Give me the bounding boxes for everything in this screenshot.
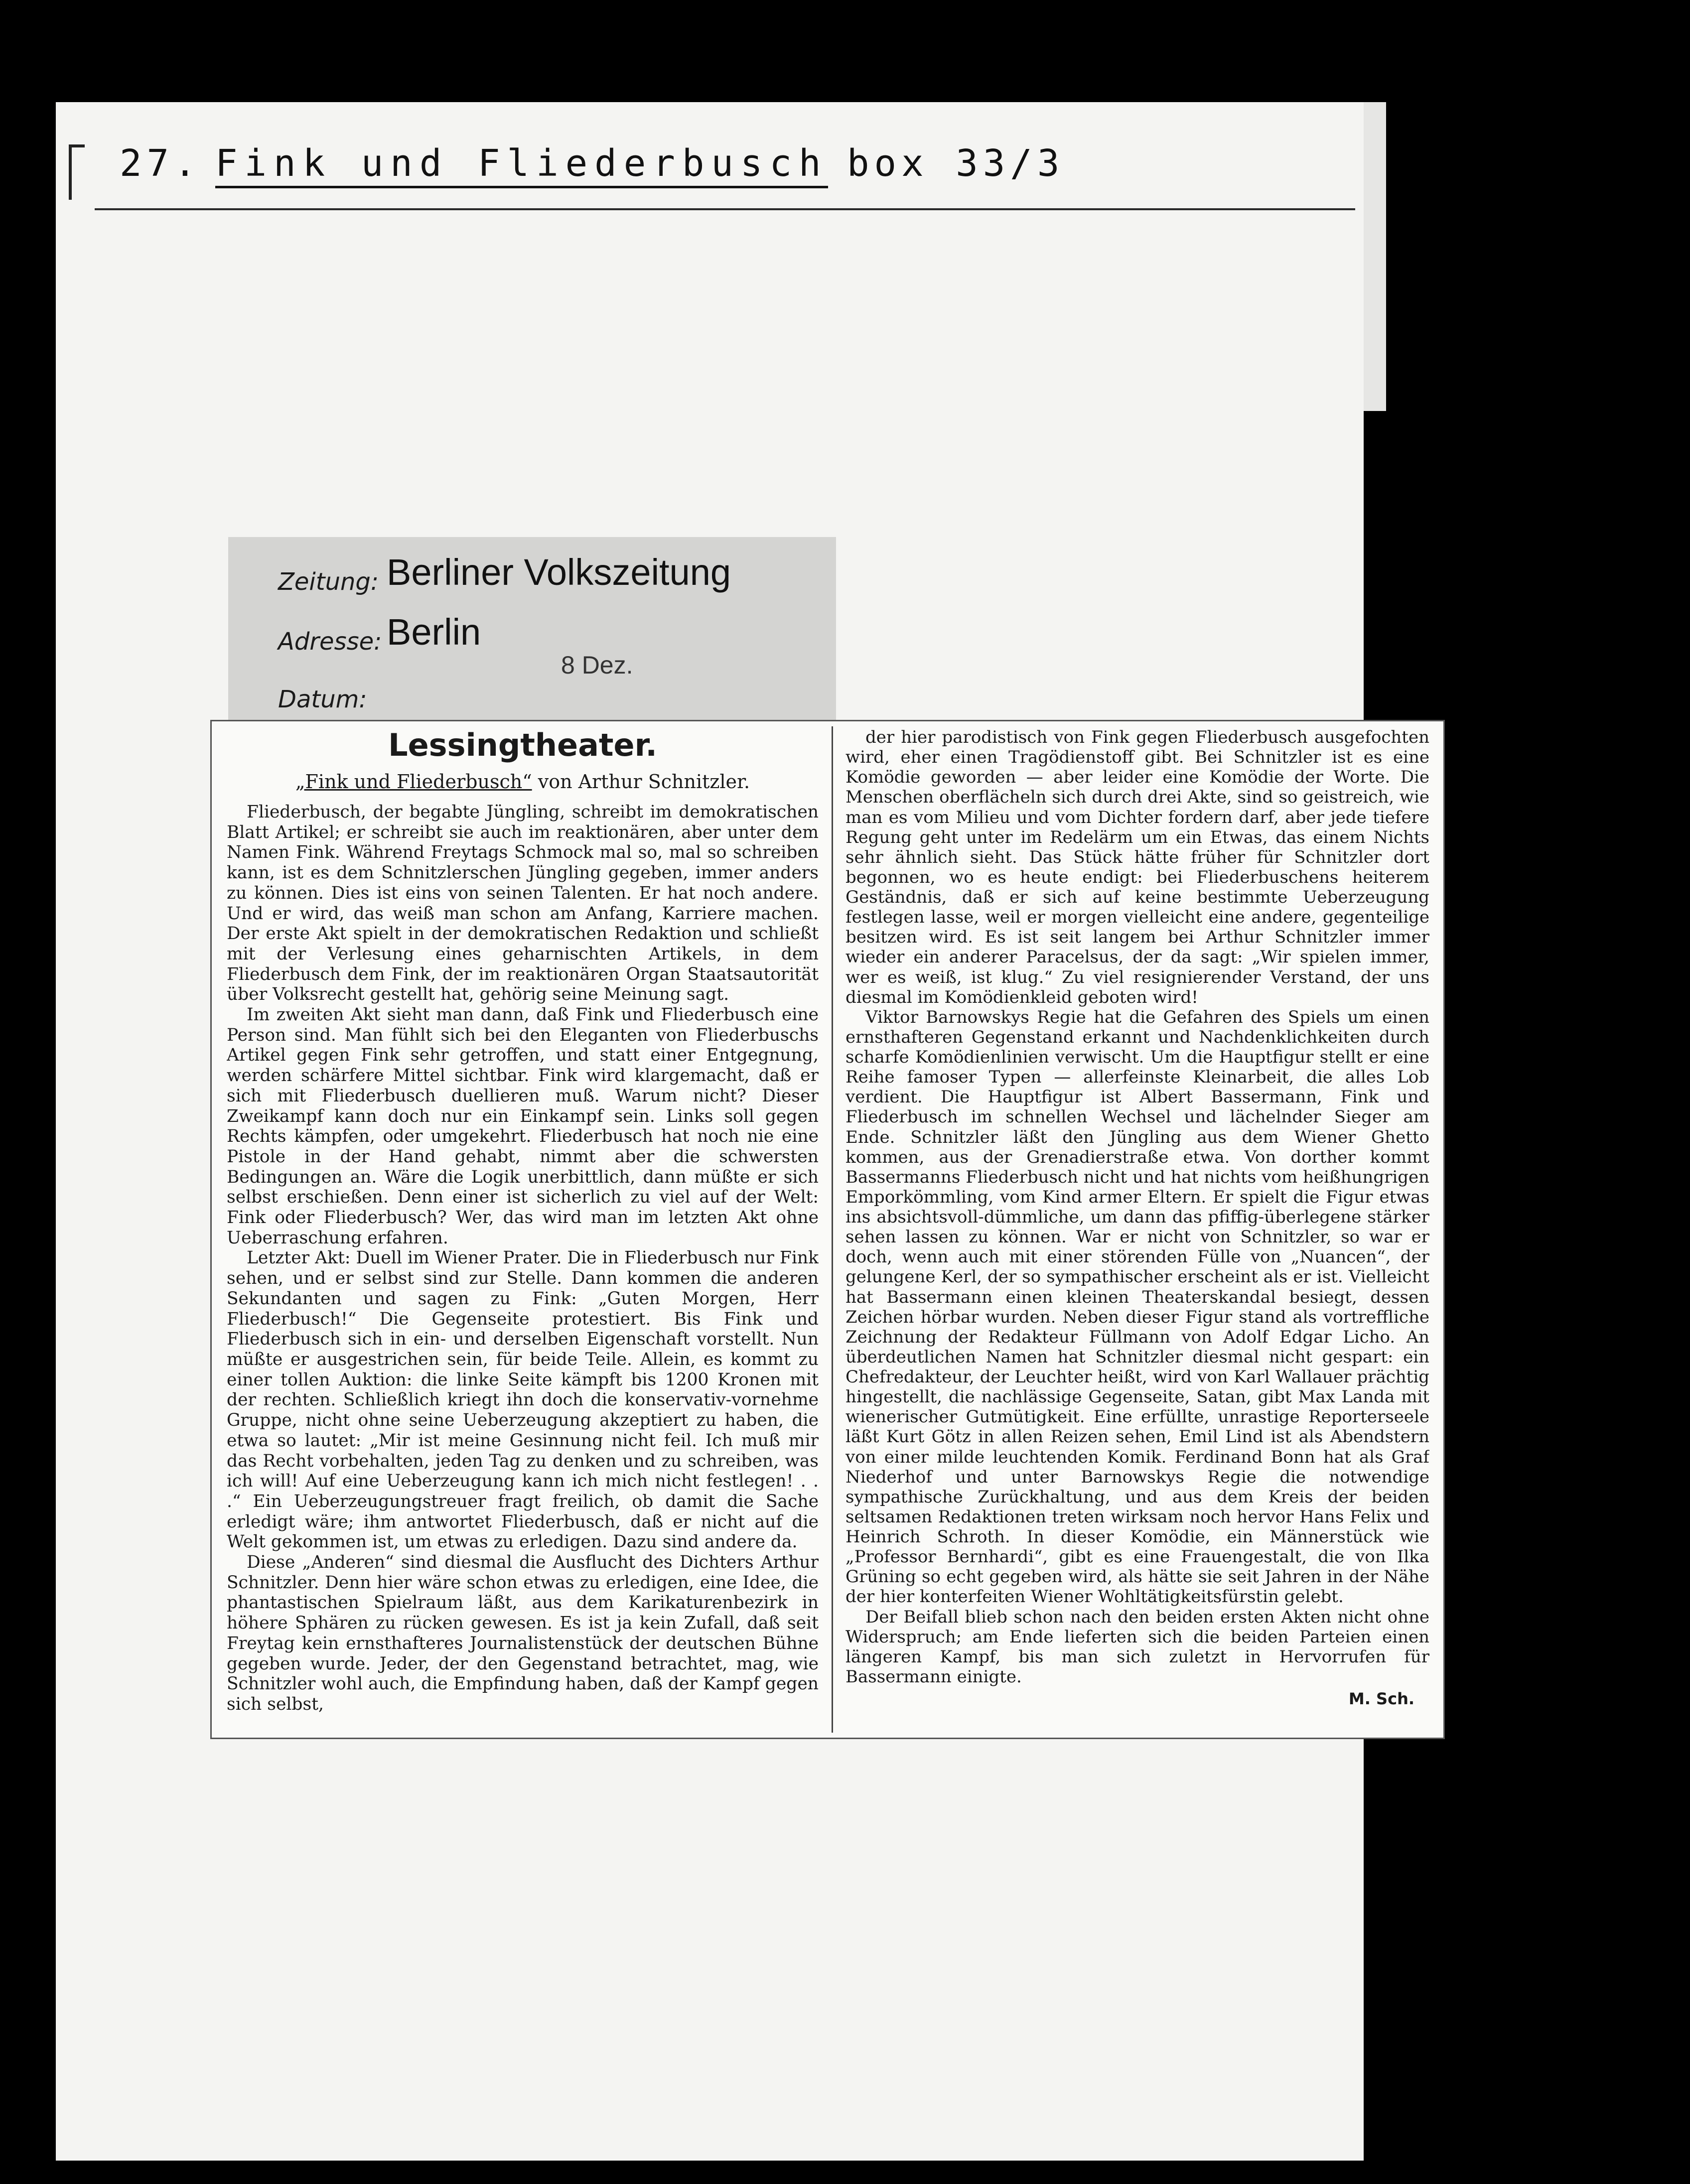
folder-number: 27.	[120, 142, 201, 185]
paragraph: Diese „Anderen“ sind diesmal die Ausflucht des Dichters Arthur Schnitzler. Denn hier wäre schon etwas zu erledigen, eine Idee, die phantastischen Spielraum läßt, aus dem Karikaturenbezirk in höhere Sphären zu rücken gewesen. Es ist ja kein Zufall, daß seit Freytag kein ernsthafteres Journalistenstück der deutschen Bühne gegeben wurde. Jeder, der den Gegenstand betrachtet, mag, wie Schnitzler wohl auch, die Empfindung haben, daß der Kampf gegen sich selbst,	[227, 1552, 819, 1714]
adresse-value: Berlin	[387, 611, 481, 653]
folder-title: Fink und Fliederbusch	[215, 142, 828, 188]
author-signature: M. Sch.	[1348, 1689, 1414, 1708]
paragraph: Letzter Akt: Duell im Wiener Prater. Die in Fliederbusch nur Fink sehen, und er selbst sind zur Stelle. Dann kommen die anderen Sekundanten und sagen zu Fink: „Guten Morgen, Herr Fliederbusch!“ Die Gegenseite protestiert. Bis Fink und Fliederbusch sich in ein- und derselben Eigenschaft vorstellt. Nun müßte er ausgestrichen sein, für beide Teile. Allein, es kommt zu einer tollen Auktion: die linke Seite kämpft bis 1200 Kronen mit der rechten. Schließlich kriegt ihn doch die konservativ-vornehme Gruppe, nicht ohne seine Ueberzeugung akzeptiert zu haben, die etwa so lautet: „Mir ist meine Gesinnung nicht feil. Ich muß mir das Recht vorbehalten, jeden Tag zu denken und zu schreiben, was ich will! Auf eine Ueberzeugung kann ich mich nicht festlegen! . . .“ Ein Ueberzeugungstreuer fragt freilich, ob damit die Sache erledigt wäre; ihm antwortet Fliederbusch, daß er nicht auf die Welt gekommen ist, um etwas zu erledigen. Dazu sind andere da.	[227, 1248, 819, 1552]
column-rule	[832, 726, 833, 1733]
play-author: von Arthur Schnitzler.	[532, 771, 750, 793]
adresse-label: Adresse:	[278, 628, 382, 656]
paragraph: der hier parodistisch von Fink gegen Fliederbusch ausgefochten wird, eher einen Tragödienstoff gibt. Bei Schnitzler ist es eine Komödie geworden — aber leider eine Komödie der Worte. Die Menschen oberflächeln sich durch drei Akte, sind so geistreich, wie man es vom Milieu und vom Dichter fordern darf, aber jede tiefere Regung geht unter im Redelärm um ein Etwas, das einem Nichts sehr ähnlich sieht. Das Stück hätte früher für Schnitzler dort begonnen, wo es heute endigt: bei Fliederbuschens heiterem Geständnis, daß er sich auf keine bestimmte Ueberzeugung festlegen lasse, weil er morgen vielleicht eine andere, gegenteilige besitzen wird. Es ist seit langem bei Arthur Schnitzler immer wieder ein anderer Paracelsus, der da sagt: „Wir spielen immer, wer es weiß, ist klug.“ Zu viel resignierender Verstand, der uns diesmal im Komödienkleid geboten wird!	[845, 727, 1429, 1007]
play-title: „Fink und Fliederbusch“	[295, 771, 532, 793]
paragraph: Der Beifall blieb schon nach den beiden ersten Akten nicht ohne Widerspruch; am Ende lieferten sich die beiden Parteien einen längeren Kampf, bis man sich zuletzt in Hervorrufen für Bassermann einigte.	[845, 1607, 1429, 1687]
paragraph: Im zweiten Akt sieht man dann, daß Fink und Fliederbusch eine Person sind. Man fühlt sich bei den Eleganten von Fliederbuschs Artikel gegen Fink sehr getroffen, und statt einer Entgegnung, werden schärfere Mittel sichtbar. Fink wird klargemacht, daß er sich mit Fliederbusch duellieren muß. Warum nicht? Dieser Zweikampf kann doch nur ein Einkampf sein. Links soll gegen Rechts kämpfen, oder umgekehrt. Fliederbusch hat noch nie eine Pistole in der Hand gehabt, nimmt aber die schwersten Bedingungen an. Wäre die Logik unerbittlich, dann müßte er sich selbst erschießen. Denn einer ist sicherlich zu viel auf der Welt: Fink oder Fliederbusch? Wer, das wird man im letzten Akt ohne Ueberraschung erfahren.	[227, 1005, 819, 1248]
clipping-stamp	[228, 537, 836, 720]
article-column-1	[227, 721, 819, 1715]
box-label: box 33/3	[847, 142, 1065, 185]
zeitung-value: Berliner Volkszeitung	[387, 551, 731, 593]
corner-bracket	[69, 144, 85, 200]
paragraph: Fliederbusch, der begabte Jüngling, schreibt im demokratischen Blatt Artikel; er schreibt sie auch im reaktionären, aber unter dem Namen Fink. Während Freytags Schmock mal so, mal so schreiben kann, ist es dem Schnitzlerschen Jüngling gegeben, immer anders zu können. Dies ist eins von seinen Talenten. Er hat noch andere. Und er wird, das weiß man schon am Anfang, Karriere machen. Der erste Akt spielt in der demokratischen Redaktion und schließt mit der Verlesung eines geharnischten Artikels, in dem Fliederbusch dem Fink, der im reaktionären Organ Staatsautorität über Volksrecht gestellt hat, gehörig seine Meinung sagt.	[227, 802, 819, 1005]
page-edge	[1364, 102, 1386, 411]
article-column-2	[845, 727, 1429, 1709]
newspaper-clipping	[210, 720, 1445, 1739]
paragraph: Viktor Barnowskys Regie hat die Gefahren des Spiels um einen ernsthafteren Gegenstand erkannt und Nachdenklichkeiten durch scharfe Komödienlinien verwischt. Um die Hauptfigur stellt er eine Reihe famoser Typen — allerfeinste Kleinarbeit, die alles Lob verdient. Die Hauptfigur ist Albert Bassermann, Fink und Fliederbusch im schnellen Wechsel und lächelnder Sieger am Ende. Schnitzler läßt den Jüngling aus dem Wiener Ghetto kommen, aus der Grenadierstraße etwa. Von dorther kommt Bassermanns Fliederbusch nicht und hat nichts vom heißhungrigen Emporkömmling, vom Kind armer Eltern. Er spielt die Figur etwas ins absichtsvoll-dümmliche, um dann das pfiffig-überlegene stärker sehen lassen zu können. War er nicht von Schnitzler, so war er doch, wenn auch mit einer störenden Fülle von „Nuancen“, der gelungene Kerl, der so sympathischer erscheint als er ist. Vielleicht hat Bassermann einen kleinen Theaterskandal besiegt, dessen Zeichen hörbar wurden. Neben dieser Figur stand als vortreffliche Zeichnung der Redakteur Füllmann von Adolf Edgar Licho. An überdeutlichen Namen hat Schnitzler diesmal nicht gespart: ein Chefredakteur, der Leuchter heißt, wird von Karl Wallauer prächtig hingestellt, die nachlässige Gegenseite, Satan, gibt Max Landa mit wienerischer Gutmütigkeit. Eine erfüllte, unrastige Reporterseele läßt Kurt Götz in allen Reizen sehen, Emil Lind ist als Abendstern von einer milde leuchtenden Komik. Ferdinand Bonn hat als Graf Niederhof und unter Barnowskys Regie die notwendige sympathische Zurückhaltung, und aus dem Kreis der beiden seltsamen Redaktionen treten wirksam noch hervor Hans Felix und Heinrich Schroth. In dieser Komödie, ein Männerstück wie „Professor Bernhardi“, gibt es eine Frauengestalt, die von Ilka Grüning so echt gegeben wird, als hätte sie seit Jahren in der Nähe der hier konterfeiten Wiener Wohltätigkeitsfürstin gelebt.	[845, 1007, 1429, 1607]
article-subtitle	[227, 767, 819, 796]
article-title: Lessingtheater.	[388, 727, 657, 763]
zeitung-label: Zeitung:	[278, 568, 379, 596]
datum-label: Datum:	[278, 685, 367, 713]
header-rule	[95, 208, 1355, 210]
datum-value: 8 Dez.	[561, 651, 633, 679]
